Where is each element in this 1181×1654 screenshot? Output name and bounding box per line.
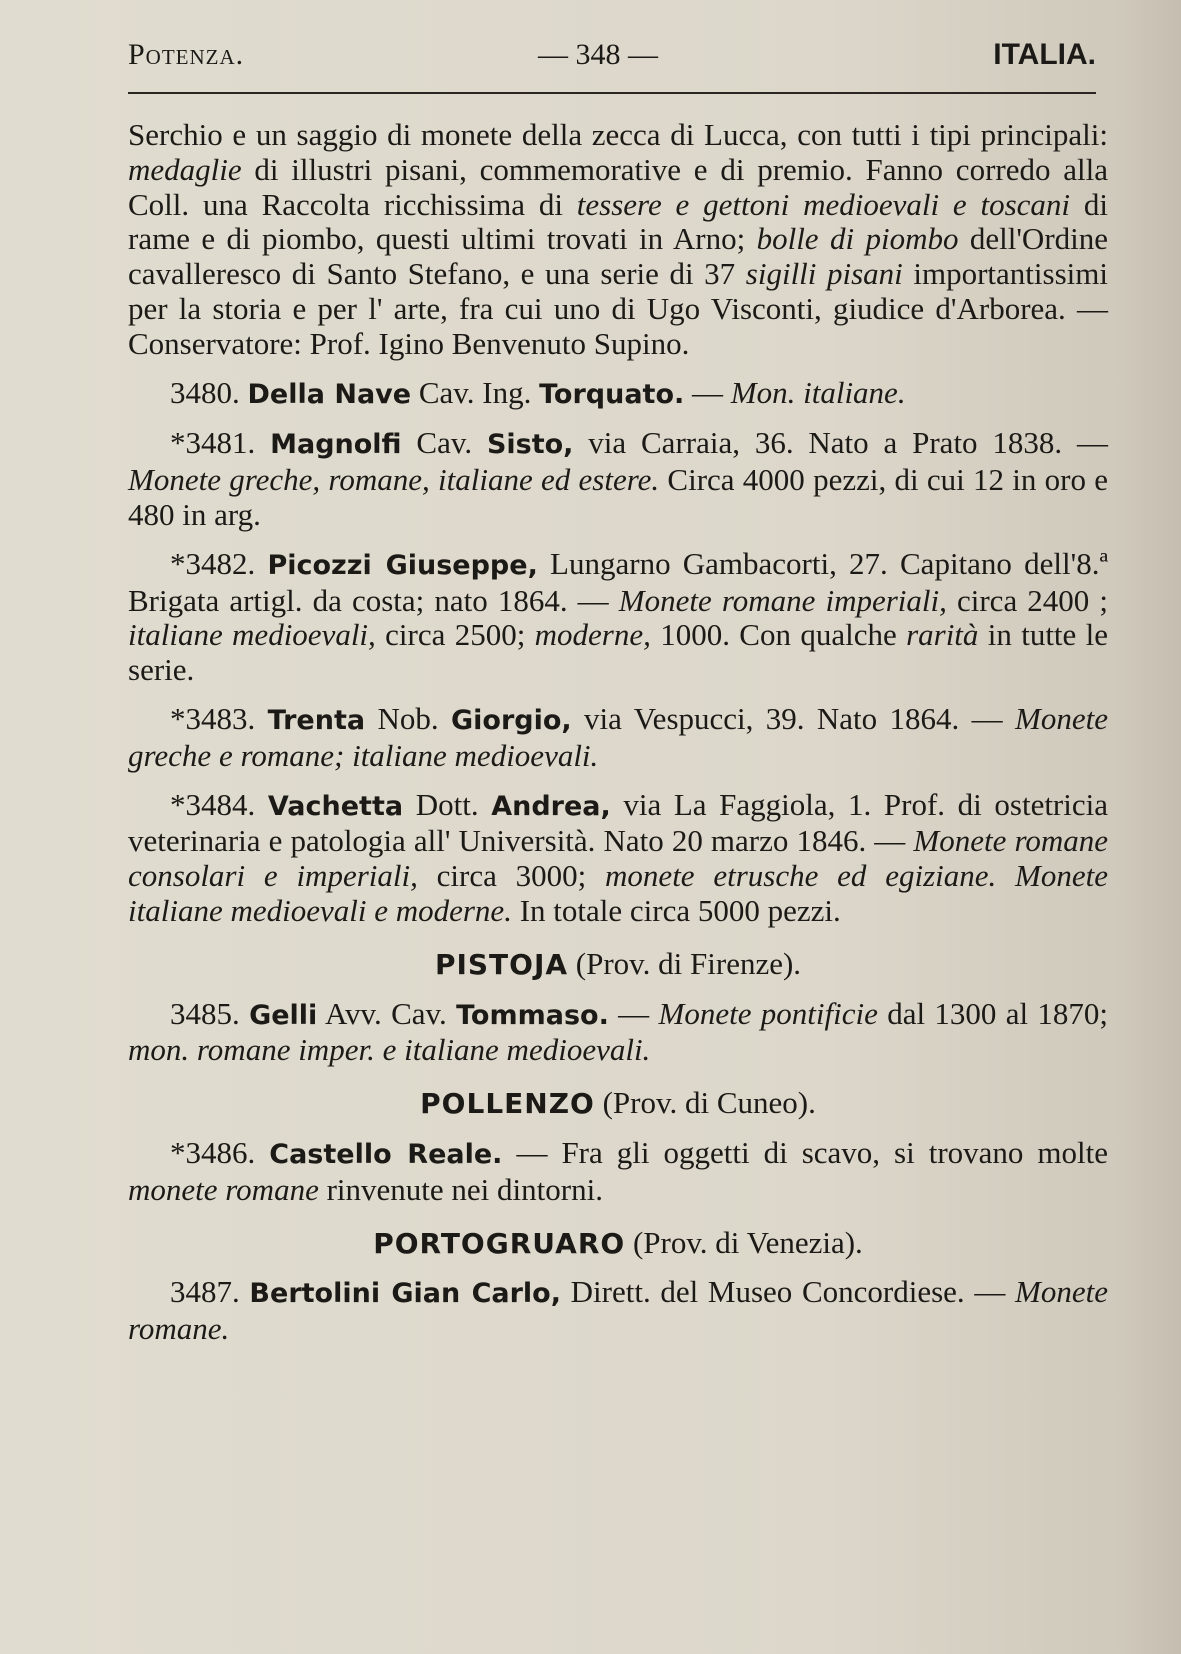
entry-number: 3480. bbox=[170, 374, 240, 410]
entry-3486 bbox=[128, 1136, 1108, 1208]
header-rule bbox=[128, 92, 1096, 94]
collection-description: Monete pontificie bbox=[658, 995, 878, 1031]
page-header bbox=[128, 38, 1096, 78]
entry-text: In totale circa 5000 pezzi. bbox=[511, 892, 841, 928]
entry-number: *3483. bbox=[170, 700, 256, 736]
entry-text: dal 1300 al 1870; bbox=[877, 995, 1109, 1031]
collector-name: Trenta bbox=[267, 704, 366, 736]
section-heading-portogruaro bbox=[128, 1226, 1108, 1262]
intro-italic: tessere e gettoni medioevali e toscani bbox=[576, 186, 1071, 222]
running-head-left: Potenza. bbox=[128, 38, 245, 71]
entry-text: Cav. Ing. bbox=[411, 374, 540, 410]
collector-name: Vachetta bbox=[267, 790, 404, 822]
entry-3480 bbox=[128, 376, 1108, 413]
entry-text: Nob. bbox=[365, 700, 451, 736]
entry-text: in tutte le serie. bbox=[128, 617, 1109, 688]
province-label: (Prov. di Cuneo). bbox=[594, 1085, 816, 1121]
collection-description: Monete greche, romane, italiane ed estere. bbox=[128, 462, 660, 498]
entry-text: circa 2500; bbox=[375, 617, 535, 653]
intro-paragraph bbox=[128, 118, 1108, 362]
entry-number: *3481. bbox=[170, 425, 256, 461]
collection-description: Mon. italiane. bbox=[730, 374, 906, 410]
entry-text: — Fra gli oggetti di scavo, si trovano molte bbox=[502, 1134, 1108, 1170]
entry-number: *3486. bbox=[170, 1134, 256, 1170]
section-heading-pollenzo bbox=[128, 1086, 1108, 1122]
entry-number: 3485. bbox=[170, 995, 240, 1031]
intro-text: importantissimi per la storia e per l' arte, fra cui uno di Ugo Visconti, giudice d'Arborea. — Conservatore: Prof. Igino Benvenuto Supino. bbox=[128, 256, 1108, 361]
collector-name: Giorgio, bbox=[450, 704, 572, 736]
collection-description: italiane medioevali, bbox=[128, 617, 376, 653]
entry-text: circa 3000; bbox=[417, 858, 606, 894]
collector-name: Castello Reale. bbox=[269, 1138, 503, 1170]
collector-name: Torquato. bbox=[539, 378, 685, 410]
intro-text: di illustri pisani, commemorative e di premio. Fanno corredo alla Coll. una Raccolta ricchissima di bbox=[128, 151, 1108, 222]
collector-name: Magnolfi bbox=[270, 429, 402, 461]
running-head-right: ITALIA. bbox=[993, 38, 1096, 71]
page-number: — 348 — bbox=[538, 38, 658, 71]
intro-text: Serchio e un saggio di monete della zecca di Lucca, con tutti i tipi principali: bbox=[128, 117, 1108, 152]
entry-text: Dott. bbox=[403, 786, 492, 822]
page-body bbox=[128, 118, 1108, 1347]
entry-text: Dirett. del Museo Concordiese. — bbox=[560, 1274, 1016, 1310]
collector-name: Picozzi Giuseppe, bbox=[267, 549, 538, 581]
entry-text: via Vespucci, 39. Nato 1864. — bbox=[571, 700, 1016, 736]
intro-italic: medaglie bbox=[128, 151, 242, 187]
collector-name: Bertolini Gian Carlo, bbox=[249, 1278, 561, 1310]
intro-text: di rame e di piombo, questi ultimi trovati in Arno; bbox=[128, 186, 1108, 257]
entry-text: via Carraia, 36. Nato a Prato 1838. — bbox=[573, 425, 1109, 461]
entry-3483 bbox=[128, 702, 1108, 774]
collector-name: Sisto, bbox=[486, 429, 574, 461]
collection-description: Monete romane consolari e imperiali, bbox=[128, 823, 1109, 894]
entry-number: 3487. bbox=[170, 1274, 240, 1310]
entry-3482 bbox=[128, 547, 1108, 688]
province-label: (Prov. di Firenze). bbox=[568, 945, 802, 981]
section-heading-pistoja bbox=[128, 947, 1108, 983]
collection-description: monete romane bbox=[128, 1171, 319, 1207]
collection-description: mon. romane imper. e italiane medioevali. bbox=[128, 1032, 651, 1068]
entry-3484 bbox=[128, 788, 1108, 929]
city-name: POLLENZO bbox=[420, 1087, 595, 1121]
entry-text: Avv. Cav. bbox=[317, 995, 457, 1031]
city-name: PORTOGRUARO bbox=[373, 1226, 626, 1260]
entry-text: Lungarno Gambacorti, 27. Capitano dell'8.ª Brigata artigl. da costa; nato 1864. — bbox=[128, 545, 1108, 618]
collection-description: Monete romane imperiali, bbox=[618, 582, 947, 618]
entry-3485 bbox=[128, 997, 1108, 1069]
province-label: (Prov. di Venezia). bbox=[625, 1224, 863, 1260]
collection-description: Monete greche e romane; italiane medioevali. bbox=[128, 700, 1109, 773]
intro-text: dell'Ordine cavalleresco di Santo Stefano, e una serie di 37 bbox=[128, 221, 1109, 292]
entry-text: via La Faggiola, 1. Prof. di ostetricia veterinaria e patologia all' Università. Nato 20 marzo 1846. — bbox=[128, 786, 1109, 859]
entry-text: 1000. Con qualche bbox=[650, 617, 907, 653]
collector-name: Tommaso. bbox=[456, 999, 609, 1031]
collection-description: Monete romane. bbox=[128, 1274, 1108, 1347]
city-name: PISTOJA bbox=[434, 947, 569, 981]
entry-text: — bbox=[608, 995, 659, 1031]
entry-number: *3484. bbox=[170, 786, 256, 822]
collector-name: Andrea, bbox=[491, 790, 611, 822]
entry-text: Cav. bbox=[401, 425, 487, 461]
collection-description: rarità bbox=[906, 617, 979, 653]
entry-text: Circa 4000 pezzi, di cui 12 in oro e 480 in arg. bbox=[128, 462, 1109, 532]
entry-text: rinvenute nei dintorni. bbox=[318, 1171, 603, 1207]
entry-text: circa 2400 ; bbox=[946, 582, 1108, 618]
entry-3487 bbox=[128, 1275, 1108, 1347]
entry-3481 bbox=[128, 426, 1108, 532]
entry-number: *3482. bbox=[170, 545, 256, 581]
collection-description: moderne, bbox=[534, 617, 651, 653]
collection-description: monete etrusche ed egiziane. Monete italiane medioevali e moderne. bbox=[128, 858, 1108, 928]
collector-name: Della Nave bbox=[247, 378, 412, 410]
entry-text: — bbox=[684, 374, 731, 410]
intro-italic: bolle di piombo bbox=[756, 221, 959, 257]
intro-italic: sigilli pisani bbox=[745, 256, 903, 292]
collector-name: Gelli bbox=[249, 999, 318, 1031]
